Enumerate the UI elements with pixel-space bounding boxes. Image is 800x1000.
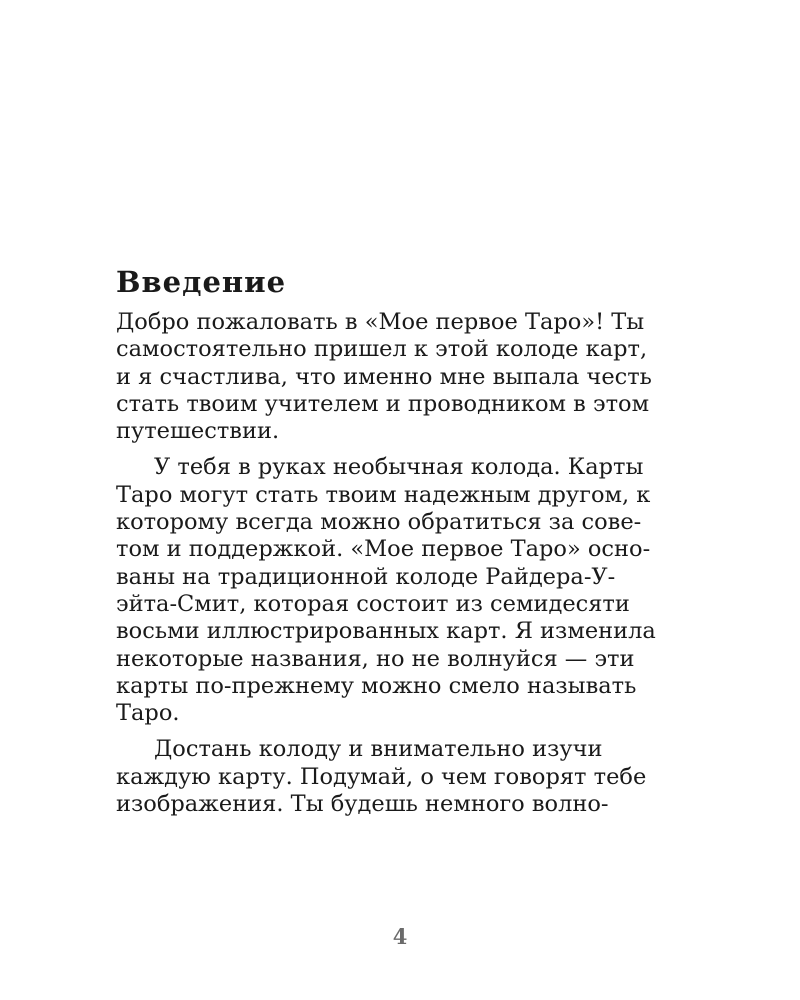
text-line: которому всегда можно обратиться за сове-: [116, 509, 642, 536]
text-line: том и поддержкой. «Мое первое Таро» осно-: [116, 536, 651, 563]
page-number: 4: [392, 924, 408, 949]
text-line: Таро могут стать твоим надежным другом, к: [116, 481, 651, 508]
text-line: карты по-прежнему можно смело называть: [116, 672, 637, 699]
text-line: ваны на традиционной колоде Райдера-У-: [116, 563, 616, 590]
text-line: Добро пожаловать в «Мое первое Таро»! Ты: [116, 309, 645, 335]
text-line: и я счастлива, что именно мне выпала честь: [116, 363, 652, 390]
text-line: некоторые названия, но не волнуйся — эти: [116, 645, 635, 672]
text-line: стать твоим учителем и проводником в этом: [116, 390, 650, 417]
paragraph-1: [116, 309, 736, 445]
body-text: [116, 309, 736, 818]
text-line: У тебя в руках необычная колода. Карты: [154, 454, 644, 481]
text-line: путешествии.: [116, 418, 280, 445]
text-line: изображения. Ты будешь немного волно-: [116, 791, 609, 818]
text-line: Достань колоду и внимательно изучи: [154, 736, 603, 763]
text-line: Таро.: [116, 700, 180, 727]
paragraph-2: [116, 454, 736, 727]
text-line: самостоятельно пришел к этой колоде карт,: [116, 336, 648, 363]
text-line: эйта-Смит, которая состоит из семидесяти: [116, 590, 630, 617]
chapter-heading: Введение: [116, 265, 287, 299]
text-line: восьми иллюстрированных карт. Я изменила: [116, 618, 656, 645]
paragraph-3: [116, 736, 736, 818]
text-line: каждую карту. Подумай, о чем говорят тебе: [116, 763, 647, 790]
